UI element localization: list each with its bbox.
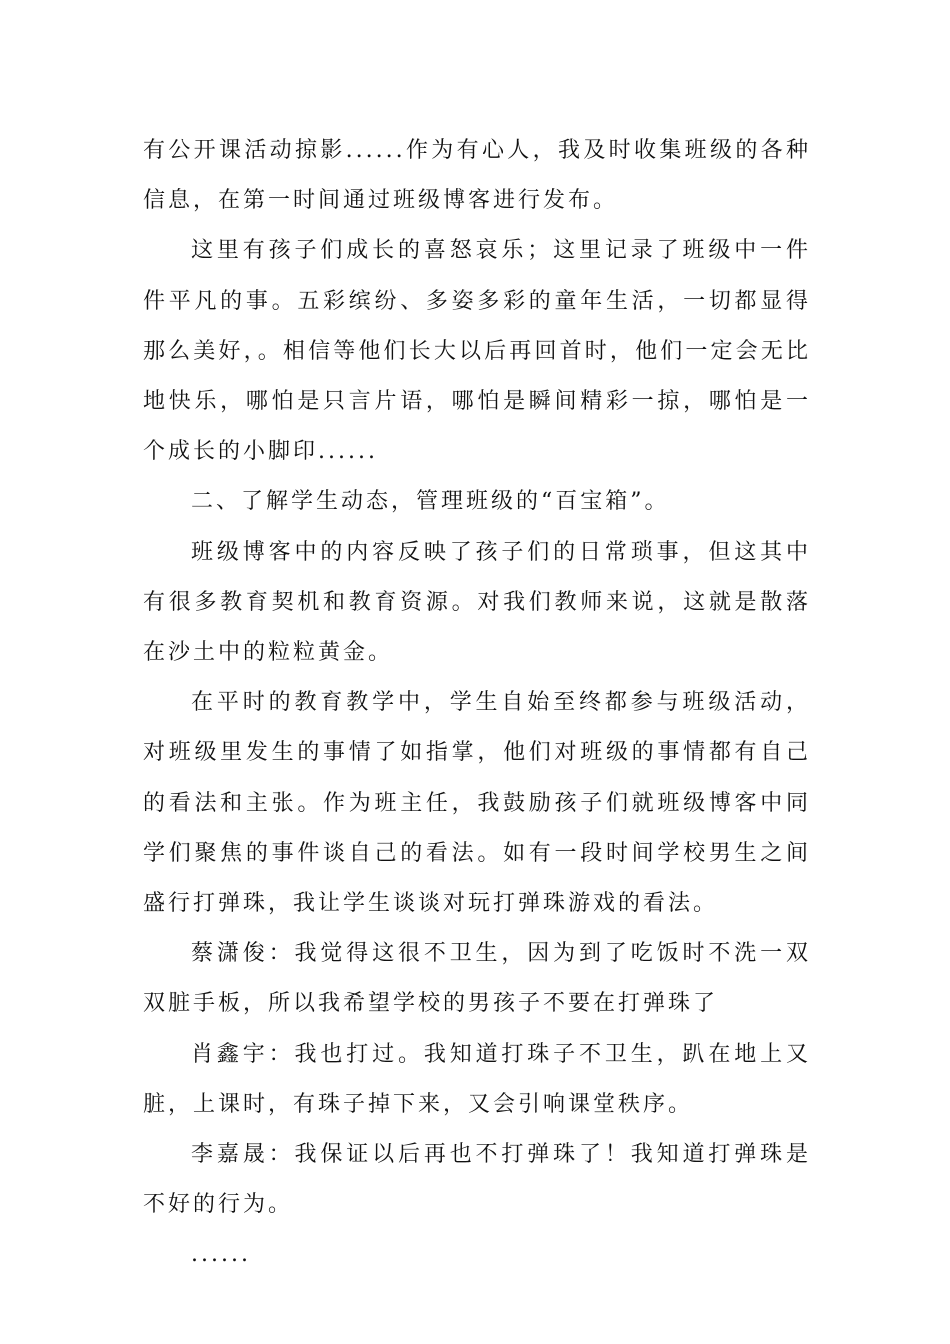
student-quote-3: 李嘉晟：我保证以后再也不打弹珠了！我知道打弹珠是不好的行为。 bbox=[143, 1142, 811, 1218]
paragraph-4: 在平时的教育教学中，学生自始至终都参与班级活动，对班级里发生的事情了如指掌，他们对班级的事情都有自己的看法和主张。作为班主任，我鼓励孩子们就班级博客中同学们聚焦的事件谈自己的看法。如有一段时间学校男生之间盛行打弹珠，我让学生谈谈对玩打弹珠游戏的看法。 bbox=[143, 690, 811, 917]
paragraph-2: 这里有孩子们成长的喜怒哀乐；这里记录了班级中一件件平凡的事。五彩缤纷、多姿多彩的童年生活，一切都显得那么美好，。相信等他们长大以后再回首时，他们一定会无比地快乐，哪怕是只言片语，哪怕是瞬间精彩一掠，哪怕是一个成长的小脚印...... bbox=[143, 238, 811, 465]
paragraph-1: 有公开课活动掠影......作为有心人，我及时收集班级的各种信息，在第一时间通过班级博客进行发布。 bbox=[143, 138, 811, 214]
student-quote-2: 肖鑫宇：我也打过。我知道打珠子不卫生，趴在地上又脏，上课时，有珠子掉下来，又会引响课堂秩序。 bbox=[143, 1041, 811, 1117]
document-body bbox=[143, 126, 811, 1281]
section-heading: 二、了解学生动态，管理班级的“百宝箱”。 bbox=[191, 489, 670, 515]
student-quote-1: 蔡潇俊：我觉得这很不卫生，因为到了吃饭时不洗一双双脏手板，所以我希望学校的男孩子不要在打弹珠了 bbox=[143, 941, 811, 1017]
closing-ellipsis: ...... bbox=[191, 1242, 251, 1268]
paragraph-3: 班级博客中的内容反映了孩子们的日常琐事，但这其中有很多教育契机和教育资源。对我们教师来说，这就是散落在沙土中的粒粒黄金。 bbox=[143, 539, 811, 666]
